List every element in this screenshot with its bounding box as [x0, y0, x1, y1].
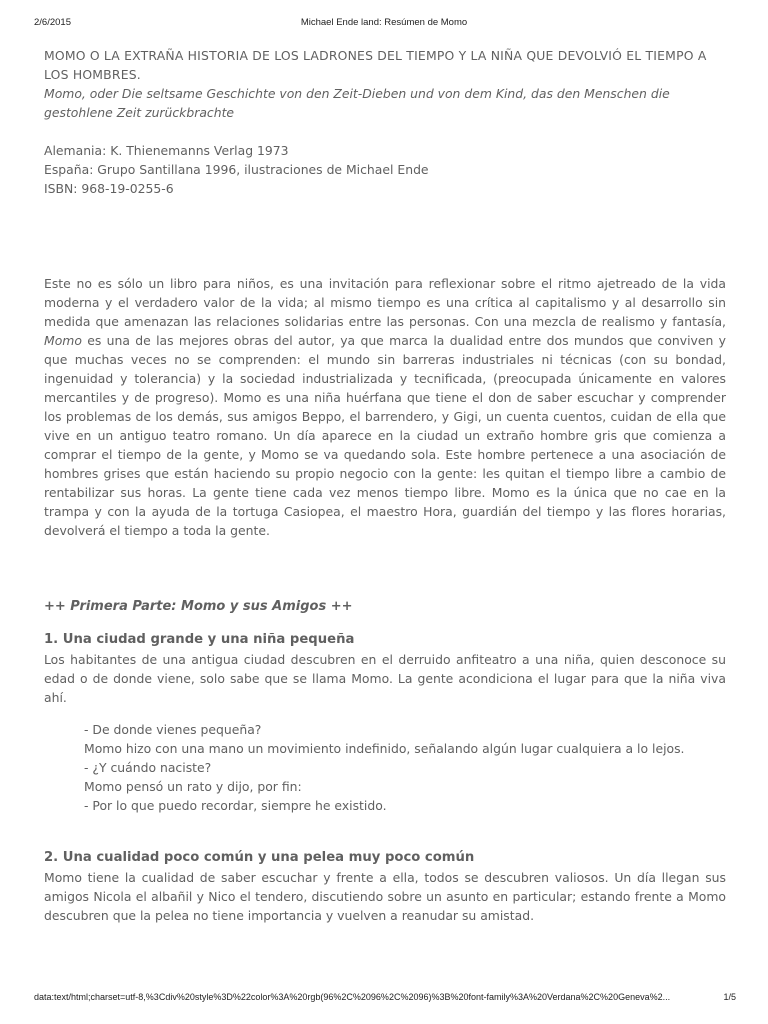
print-url: data:text/html;charset=utf-8,%3Cdiv%20style%3D%22color%3A%20rgb(96%2C%2096%2C%2096)%3B%20font-family%3A%20Verdana%2C%20Geneva%2...: [34, 992, 671, 1002]
book-title-german: Momo, oder Die seltsame Geschichte von den Zeit-Dieben und von dem Kind, das den Menschen die gestohlene Zeit zurückbrachte: [44, 86, 670, 120]
print-footer: [0, 992, 768, 1006]
chapter-2-text: Momo tiene la cualidad de saber escuchar y frente a ella, todos se descubren valiosos. Un día llegan sus amigos Nicola el albañil y Nico el tendero, discutiendo sobre un asunto en particular; estando frente a Momo descubren que la pelea no tiene importancia y vuelven a reanudar su amistad.: [44, 870, 726, 923]
dialog-line: - ¿Y cuándo naciste?: [84, 760, 212, 775]
print-header: [0, 17, 768, 31]
print-page-title: Michael Ende land: Resúmen de Momo: [300, 17, 468, 28]
intro-paragraph: [44, 274, 726, 540]
dialog-line: Momo hizo con una mano un movimiento indefinido, señalando algún lugar cualquiera a lo lejos.: [84, 741, 685, 756]
document-body: [44, 46, 726, 925]
dialog-line: - Por lo que puedo recordar, siempre he existido.: [84, 798, 387, 813]
chapter-1-title: 1. Una ciudad grande y una niña pequeña: [44, 632, 355, 647]
chapter-1-text: Los habitantes de una antigua ciudad descubren en el derruido anfiteatro a una niña, quien desconoce su edad o de donde viene, solo sabe que se llama Momo. La gente acondiciona el lugar para que la niña viva ahí.: [44, 652, 726, 705]
page-number: 1/5: [723, 992, 736, 1002]
intro-italic-title: Momo: [44, 333, 82, 348]
publisher-germany: Alemania: K. Thienemanns Verlag 1973: [44, 143, 289, 158]
publisher-spain: España: Grupo Santillana 1996, ilustraciones de Michael Ende: [44, 162, 429, 177]
book-title-spanish: MOMO O LA EXTRAÑA HISTORIA DE LOS LADRONES DEL TIEMPO Y LA NIÑA QUE DEVOLVIÓ EL TIEMPO A LOS HOMBRES.: [44, 48, 707, 82]
chapter-2-title: 2. Una cualidad poco común y una pelea muy poco común: [44, 850, 475, 865]
isbn: ISBN: 968-19-0255-6: [44, 181, 174, 196]
print-date: 2/6/2015: [34, 17, 71, 28]
intro-text-part1: Este no es sólo un libro para niños, es una invitación para reflexionar sobre el ritmo ajetreado de la vida moderna y el verdadero valor de la vida; al mismo tiempo es una crítica al capitalismo y al desarrollo sin medida que amenazan las relaciones solidarias entre las personas. Con una mezcla de realismo y fantasía,: [44, 276, 726, 329]
dialog-line: - De donde vienes pequeña?: [84, 722, 262, 737]
publication-info: [44, 141, 726, 198]
part-heading: ++ Primera Parte: Momo y sus Amigos ++: [44, 599, 353, 614]
dialog-line: Momo pensó un rato y dijo, por fin:: [84, 779, 302, 794]
intro-text-part2: es una de las mejores obras del autor, ya que marca la dualidad entre dos mundos que conviven y que muchas veces no se comprenden: el mundo sin barreras industriales ni técnicas (con su bondad, ingenuidad y tolerancia) y la sociedad industrializada y tecnificada, (preocupada únicamente en valores mercantiles y de progreso). Momo es una niña huérfana que tiene el don de saber escuchar y comprender los problemas de los demás, sus amigos Beppo, el barrendero, y Gigi, un cuenta cuentos, cuidan de ella que vive en un antiguo teatro romano. Un día aparece en la ciudad un extraño hombre gris que comienza a comprar el tiempo de la gente, y Momo se va quedando sola. Este hombre pertenece a una asociación de hombres grises que están haciendo su propio negocio con la gente: les quitan el tiempo libre a cambio de rentabilizar sus horas. La gente tiene cada vez menos tiempo libre. Momo es la única que no cae en la trampa y con la ayuda de la tortuga Casiopea, el maestro Hora, guardián del tiempo y las flores horarias, devolverá el tiempo a toda la gente.: [44, 333, 726, 538]
chapter-1-dialog: [44, 720, 694, 815]
